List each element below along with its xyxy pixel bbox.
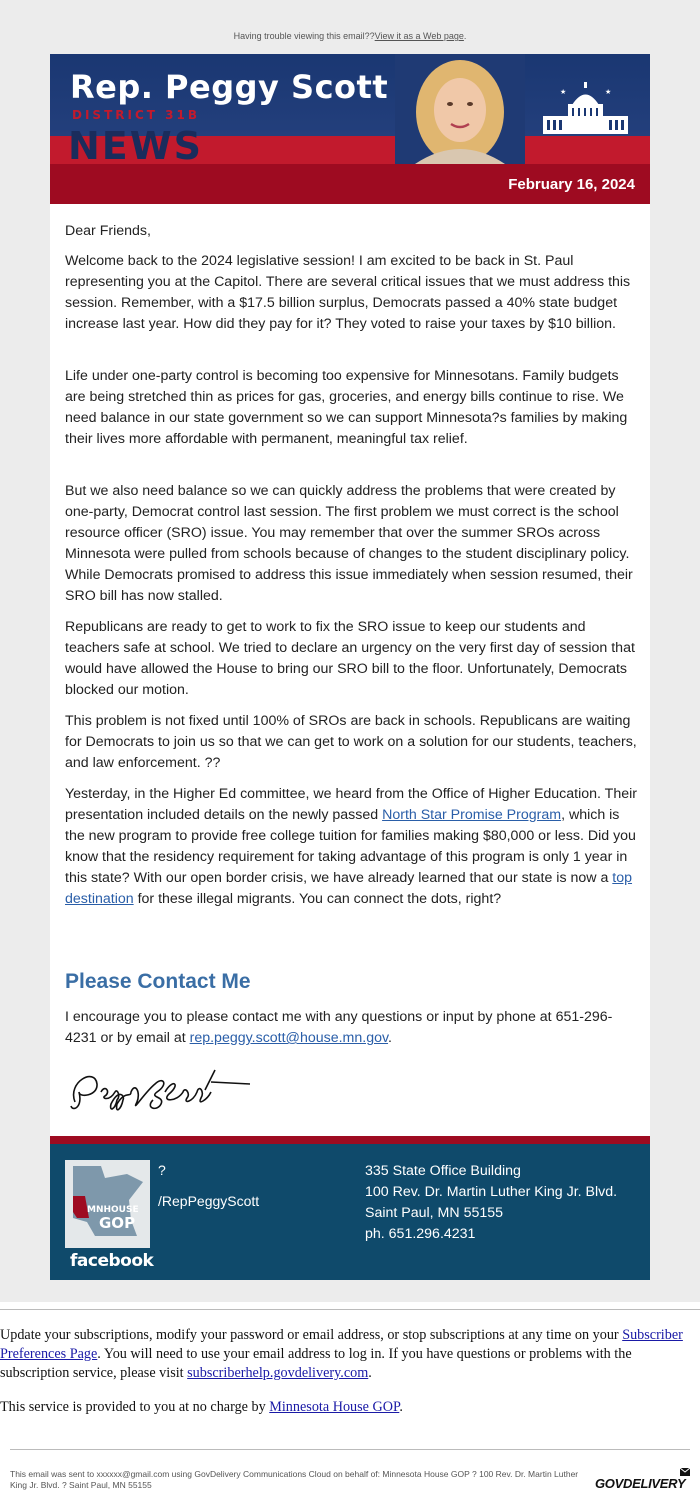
view-web-notice (0, 31, 700, 41)
phone-line: ph. 651.296.4231 (365, 1226, 476, 1242)
email-link[interactable]: rep.peggy.scott@house.mn.gov (189, 1030, 389, 1046)
logo-gop-text: GOP (99, 1214, 136, 1232)
facebook-handle-link[interactable]: /RepPeggyScott (158, 1193, 260, 1209)
paragraph-6-text-c: for these illegal migrants. You can connect the dots, right? (133, 891, 502, 907)
district-label: DISTRICT 31B (72, 108, 200, 122)
capitol-icon (538, 80, 633, 136)
trouble-text: Having trouble viewing this email?? (233, 31, 375, 41)
footer-red-band (50, 1136, 650, 1144)
contact-paragraph (65, 1007, 640, 1049)
subscription-legal (0, 1326, 700, 1417)
subscriber-preferences-link[interactable]: Subscriber Preferences Page (0, 1327, 683, 1362)
envelope-icon (680, 1468, 690, 1476)
svg-text:★: ★ (605, 88, 612, 96)
legal-text-a: Update your subscriptions, modify your password or email address, or stop subscriptions at any time on your (0, 1327, 623, 1343)
facebook-link-box[interactable] (65, 1160, 154, 1272)
facebook-icon-placeholder: ? (158, 1162, 166, 1178)
legal-text-c: . (368, 1365, 372, 1381)
govdelivery-logo[interactable]: GOVDELIVERY (595, 1476, 686, 1491)
paragraph-6-text-b: , which is the new program to provide free college tuition for families making $80,000 or less. Did you know that the residency requirement for taking advantage of this program is only 1 year in this state? With our open border crisis, we have already learned that our state is now a (65, 807, 636, 886)
divider (0, 1309, 700, 1310)
contact-text: I encourage you to please contact me with any questions or input by phone at 651-296-4231 or by email at (65, 1009, 613, 1046)
top-destination-link[interactable]: top destination (65, 870, 633, 907)
view-web-link[interactable]: View it as a Web page (374, 31, 464, 41)
address-line: Saint Paul, MN 55155 (365, 1205, 504, 1221)
address-line: 335 State Office Building (365, 1163, 521, 1179)
notice-suffix: . (463, 31, 467, 41)
legal-paragraph-2 (0, 1398, 700, 1417)
legal-text-b: . You will need to use your email address to log in. If you have questions or problems with the subscription service, please visit (0, 1346, 632, 1381)
paragraph-3: But we also need balance so we can quickly address the problems that were created by one-party, Democrat control last session. The first problem we must correct is the school resource officer (SRO) issue. You may remember that over the summer SROs across Minnesota were pulled from schools because of changes to the student disciplinary policy. While Democrats promised to address this issue immediately when session resumed, their SRO bill has now stalled. (65, 483, 633, 604)
newsletter-banner (50, 54, 650, 204)
paragraph-2: Life under one-party control is becoming too expensive for Minnesotans. Family budgets are being stretched thin as prices for gas, groceries, and energy bills continue to rise. We need balance in our state government so we can support Minnesota?s families by making their lives more affordable with permanent, meaningful tax relief. (65, 368, 628, 447)
newsletter-date: February 16, 2024 (508, 176, 635, 193)
portrait-image (395, 54, 525, 164)
sent-to-note: This email was sent to xxxxxx@gmail.com using GovDelivery Communications Cloud on behalf of: Minnesota House GOP ? 100 Rev. Dr. Martin Luther King Jr. Blvd. ? Saint Paul, MN 55155 (10, 1469, 579, 1490)
north-star-link[interactable]: North Star Promise Program (382, 807, 562, 823)
paragraph-6-text-a: Yesterday, in the Higher Ed committee, we heard from the Office of Higher Education. Their presentation included details on the newly passed (65, 786, 637, 823)
logo-mnhouse-text: MNHOUSE (87, 1205, 139, 1215)
mn-house-gop-link[interactable]: Minnesota House GOP (269, 1399, 400, 1415)
signature-image (65, 1062, 255, 1122)
legal-paragraph-1 (0, 1326, 700, 1383)
legal-text-e: . (399, 1399, 403, 1415)
rep-name: Rep. Peggy Scott (70, 68, 389, 106)
footer-panel (50, 1144, 650, 1280)
contact-heading: Please Contact Me (65, 970, 251, 993)
paragraph-1: Welcome back to the 2024 legislative session! I am excited to be back in St. Paul representing you at the Capitol. There are several critical issues that we must address this session. Remember, with a $17.5 billion surplus, Democrats passed a 40% state budget increase last year. How did they pay for it? They voted to raise your taxes by $10 billion. (65, 253, 631, 332)
legal-text-d: This service is provided to you at no charge by (0, 1399, 270, 1415)
greeting: Dear Friends, (65, 223, 151, 239)
paragraph-5: This problem is not fixed until 100% of SROs are back in schools. Republicans are waiting for Democrats to join us so that we can get to work on a solution for our students, teachers, and law enforcement. ?? (65, 713, 637, 771)
svg-text:★: ★ (560, 88, 567, 96)
paragraph-4: Republicans are ready to get to work to fix the SRO issue to keep our students and teachers safe at school. We tried to declare an urgency on the very first day of session that would have allowed the House to bring our SRO bill to the floor. Unfortunately, Democrats blocked our motion. (65, 619, 635, 698)
contact-suffix: . (388, 1030, 392, 1046)
paragraph-6 (65, 784, 640, 910)
mnhouse-gop-logo (65, 1160, 150, 1248)
divider (10, 1449, 690, 1450)
office-address (365, 1161, 617, 1245)
facebook-label: facebook (70, 1251, 154, 1271)
subscriber-help-link[interactable]: subscriberhelp.govdelivery.com (187, 1365, 369, 1381)
news-label: NEWS (68, 124, 204, 168)
address-line: 100 Rev. Dr. Martin Luther King Jr. Blvd. (365, 1184, 618, 1200)
email-content (50, 204, 650, 1136)
